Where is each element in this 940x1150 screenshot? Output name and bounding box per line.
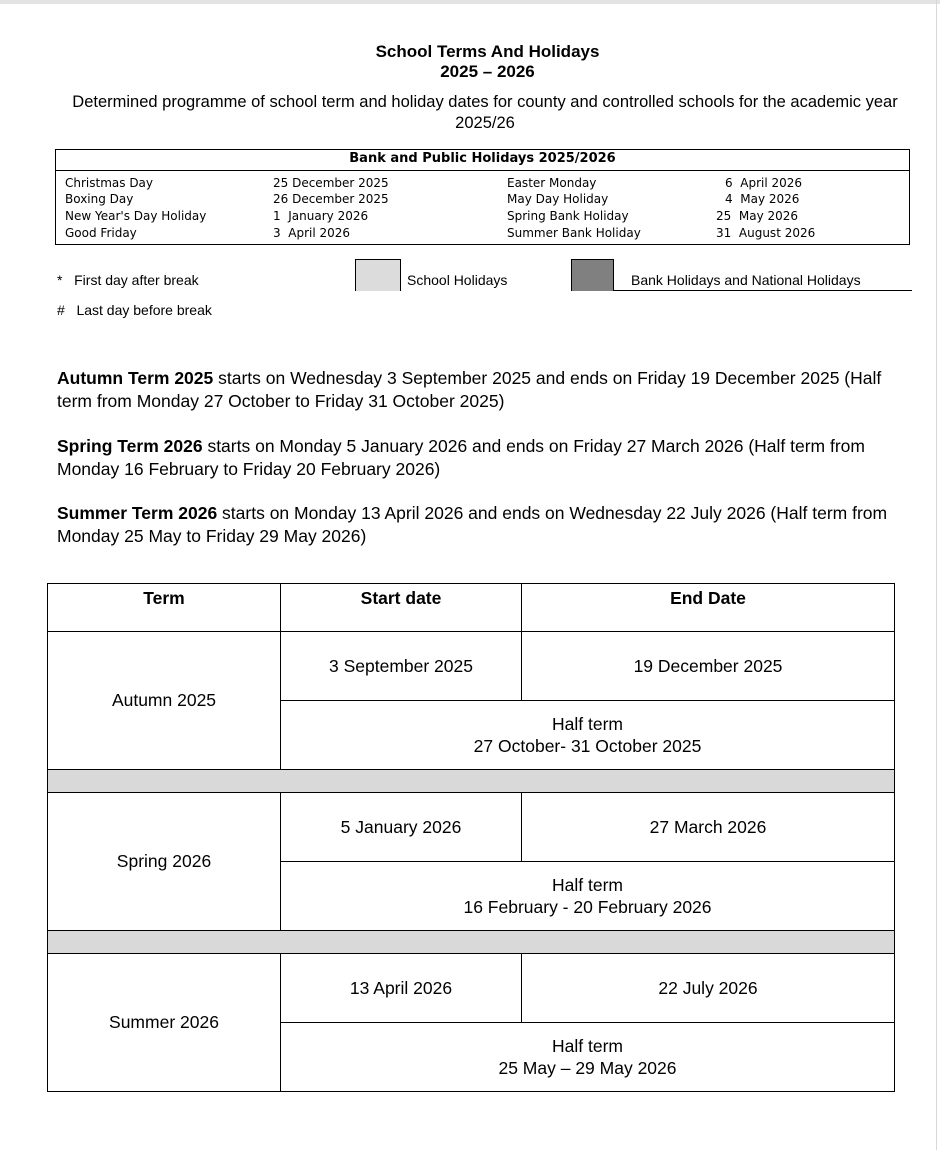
half-term-dates: 27 October- 31 October 2025: [473, 736, 702, 756]
legend-bank-holidays: Bank Holidays and National Holidays: [631, 272, 861, 288]
table-row: [48, 793, 895, 862]
bank-holiday-name: Boxing Day: [65, 192, 134, 206]
bank-holiday-date: 3 April 2026: [273, 226, 351, 240]
term-name: Autumn Term 2025: [57, 368, 214, 388]
half-term-label: Half term: [552, 714, 623, 734]
page-years: 2025 – 2026: [440, 62, 535, 81]
bank-holiday-date: 26 December 2025: [273, 192, 389, 206]
legend-last-day: # Last day before break: [57, 302, 212, 318]
term-name: Spring Term 2026: [57, 436, 203, 456]
bank-holiday-date: 31 August 2026: [716, 226, 816, 240]
bank-holiday-name: Spring Bank Holiday: [507, 209, 629, 223]
holiday-gap-row: [48, 770, 895, 793]
legend-first-day: * First day after break: [57, 272, 199, 288]
bank-holiday-name: Christmas Day: [65, 176, 154, 190]
end-date-cell: 27 March 2026: [522, 793, 895, 862]
half-term-cell: [281, 701, 895, 770]
column-header-term: Term: [48, 584, 281, 632]
bank-holiday-date: 4 May 2026: [725, 192, 800, 206]
bank-holiday-date: 6 April 2026: [725, 176, 803, 190]
half-term-label: Half term: [552, 1036, 623, 1056]
holiday-gap-row: [48, 931, 895, 954]
end-date-cell: 19 December 2025: [522, 632, 895, 701]
half-term-dates: 25 May – 29 May 2026: [498, 1058, 677, 1078]
legend-school-holidays: School Holidays: [407, 272, 508, 288]
table-header-row: [48, 584, 895, 632]
bank-holiday-name: Summer Bank Holiday: [507, 226, 641, 240]
half-term-cell: [281, 1023, 895, 1092]
half-term-cell: [281, 862, 895, 931]
page-title: School Terms And Holidays: [375, 42, 600, 61]
end-date-cell: 22 July 2026: [522, 954, 895, 1023]
term-cell: Summer 2026: [48, 954, 281, 1092]
right-border: [936, 0, 937, 1150]
bank-holiday-name: May Day Holiday: [507, 192, 609, 206]
table-row: [48, 954, 895, 1023]
table-row: [48, 632, 895, 701]
school-holidays-swatch: [355, 259, 401, 291]
term-cell: Spring 2026: [48, 793, 281, 931]
spring-term-paragraph: [57, 435, 907, 481]
term-description: starts on Wednesday 3 September 2025 and ends on Friday 19 December 2025 (Half term from Monday 27 October to Friday 31 October 2025): [57, 368, 882, 411]
autumn-term-paragraph: [57, 367, 907, 413]
bank-holiday-date: 1 January 2026: [273, 209, 369, 223]
term-description: starts on Monday 5 January 2026 and ends on Friday 27 March 2026 (Half term from Monday 16 February to Friday 20 February 2026): [57, 436, 865, 479]
summer-term-paragraph: [57, 502, 907, 548]
column-header-start: Start date: [281, 584, 522, 632]
bank-holiday-name: New Year's Day Holiday: [65, 209, 207, 223]
bank-holiday-date: 25 May 2026: [716, 209, 799, 223]
bank-holidays-title: Bank and Public Holidays 2025/2026: [349, 151, 616, 166]
bank-holidays-box: [55, 149, 910, 245]
intro-text: Determined programme of school term and holiday dates for county and controlled schools for the academic year 2025/26: [72, 93, 898, 132]
bank-holiday-name: Good Friday: [65, 226, 137, 240]
term-cell: Autumn 2025: [48, 632, 281, 770]
term-description: starts on Monday 13 April 2026 and ends on Wednesday 22 July 2026 (Half term from Monday 25 May to Friday 29 May 2026): [57, 503, 888, 546]
bank-holidays-divider: [56, 170, 909, 171]
half-term-dates: 16 February - 20 February 2026: [463, 897, 712, 917]
terms-table: [47, 583, 895, 1092]
holiday-gap-cell: [48, 931, 895, 954]
half-term-label: Half term: [552, 875, 623, 895]
top-border: [0, 0, 940, 4]
legend-underline: [614, 290, 912, 291]
holiday-gap-cell: [48, 770, 895, 793]
start-date-cell: 3 September 2025: [281, 632, 522, 701]
bank-holiday-date: 25 December 2025: [273, 176, 389, 190]
bank-holiday-name: Easter Monday: [507, 176, 597, 190]
start-date-cell: 13 April 2026: [281, 954, 522, 1023]
start-date-cell: 5 January 2026: [281, 793, 522, 862]
column-header-end: End Date: [522, 584, 895, 632]
bank-holidays-swatch: [571, 259, 614, 291]
term-name: Summer Term 2026: [57, 503, 218, 523]
